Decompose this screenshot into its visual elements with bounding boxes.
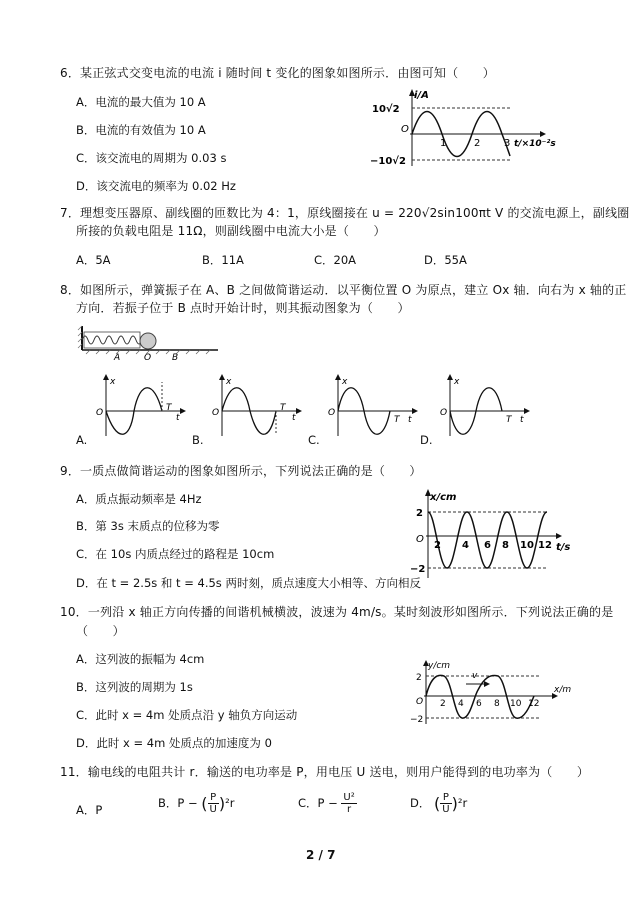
q11-option-c-prefix: C．P −	[298, 796, 338, 810]
q8-b-t: t	[292, 413, 296, 423]
q9-graph-xtick-12: 12	[538, 540, 552, 551]
q10-graph-xlabel: x/m	[554, 685, 572, 695]
q10-option-b: B．这列波的周期为 1s	[76, 680, 193, 694]
q8-a-t: t	[176, 413, 180, 423]
q10-graph-xtick-4: 4	[458, 699, 464, 709]
q8-b-ylabel: x	[226, 377, 232, 387]
q6-current-graph	[370, 86, 570, 170]
q11-option-b: B．P − ( $\frac{P}{U}$ )²r	[158, 792, 235, 815]
q6-graph-ybot: −10√2	[370, 156, 406, 167]
page-number: 2 / 7	[306, 848, 336, 862]
q6-option-b: B．电流的有效值为 10 A	[76, 123, 206, 137]
q8-a-origin: O	[96, 408, 104, 418]
q8-d-origin: O	[440, 408, 448, 418]
q10-graph-v: v	[472, 671, 478, 681]
q11-option-d-fraction	[440, 792, 451, 815]
q11-option-d-suffix: ²r	[457, 796, 468, 810]
q8-d-t: t	[520, 415, 524, 425]
frac-den: U	[442, 804, 450, 815]
q8-line2: 方向．若振子位于 B 点时开始计时，则其振动图象为（ ）	[76, 301, 410, 315]
q6-graph-xtick-1: 1	[440, 138, 447, 149]
q8-d-ylabel: x	[454, 377, 460, 387]
q10-graph-xtick-2: 2	[440, 699, 446, 709]
q9-graph-xtick-10: 10	[520, 540, 534, 551]
q11-option-b-fraction	[208, 792, 219, 815]
q8-option-a: A.	[76, 433, 88, 447]
q9-graph-ylabel: x/cm	[430, 492, 457, 503]
q9-option-b: B．第 3s 末质点的位移为零	[76, 519, 220, 533]
q10-graph-xtick-8: 8	[494, 699, 500, 709]
q8-c-origin: O	[328, 408, 336, 418]
q6-graph-xtick-3: 3	[504, 138, 511, 149]
q6-option-d: D．该交流电的频率为 0.02 Hz	[76, 179, 236, 193]
q9-graph-xtick-4: 4	[462, 540, 469, 551]
q6-graph-ylabel: i/A	[414, 90, 429, 101]
q9-stem: 9．一质点做简谐运动的图象如图所示，下列说法正确的是（ ）	[60, 464, 422, 478]
q8-graph-a	[92, 372, 188, 438]
q9-option-c: C．在 10s 内质点经过的路程是 10cm	[76, 547, 275, 561]
q10-line1: 10．一列沿 x 轴正方向传播的间谐机械横波，波速为 4m/s。某时刻波形如图所示．下列说法正确的是	[60, 605, 614, 619]
q8-spring-oscillator-diagram	[76, 322, 226, 362]
frac-den: r	[347, 804, 352, 815]
q10-graph-xtick-10: 10	[510, 699, 522, 709]
frac-den: U	[209, 804, 217, 815]
frac-num: P	[440, 792, 451, 804]
q11-option-d-prefix: D．	[410, 796, 431, 810]
q10-graph-ylabel: y/cm	[428, 661, 451, 671]
q11-option-d: D． ( $\frac{P}{U}$ )²r	[410, 792, 468, 815]
q11-stem: 11．输电线的电阻共计 r．输送的电功率是 P，用电压 U 送电，则用户能得到的电功率为（ ）	[60, 765, 590, 779]
q10-option-a: A．这列波的振幅为 4cm	[76, 652, 205, 666]
q10-option-c: C．此时 x = 4m 处质点沿 y 轴负方向运动	[76, 708, 298, 722]
q6-graph-xtick-2: 2	[474, 138, 481, 149]
q6-stem: 6．某正弦式交变电流的电流 i 随时间 t 变化的图象如图所示．由图可知（ ）	[60, 66, 495, 80]
q7-line2: 所接的负载电阻是 11Ω，则副线圈中电流大小是（ ）	[76, 224, 386, 238]
q8-d-T: T	[506, 415, 512, 425]
q9-graph-xtick-8: 8	[502, 540, 509, 551]
q9-option-a: A．质点振动频率是 4Hz	[76, 492, 202, 506]
q8-line1: 8．如图所示，弹簧振子在 A、B 之间做简谐运动．以平衡位置 O 为原点，建立 Ox 轴．向右为 x 轴的正	[60, 283, 627, 297]
q6-option-c: C．该交流电的周期为 0.03 s	[76, 151, 227, 165]
q8-a-T: T	[166, 403, 172, 413]
spring-label-a: A	[114, 353, 121, 362]
q8-c-ylabel: x	[342, 377, 348, 387]
spring-label-o: O	[144, 353, 152, 362]
q9-graph-xtick-2: 2	[434, 540, 441, 551]
q10-graph-ybot: −2	[410, 715, 424, 725]
q9-graph-origin: O	[416, 534, 424, 545]
q8-option-b: B.	[192, 433, 204, 447]
q9-option-d: D．在 t = 2.5s 和 t = 4.5s 两时刻，质点速度大小相等、方向相反	[76, 576, 421, 590]
q7-option-d: D．55A	[424, 253, 467, 267]
frac-num: P	[208, 792, 219, 804]
q6-graph-ytop: 10√2	[372, 104, 400, 115]
q9-graph-ytop: 2	[416, 508, 423, 519]
q7-option-c: C．20A	[314, 253, 357, 267]
q6-graph-origin: O	[401, 124, 409, 135]
q8-option-c: C.	[308, 433, 320, 447]
q11-option-b-prefix: B．P −	[158, 796, 198, 810]
q10-wave-graph	[404, 660, 574, 728]
q9-graph-ybot: −2	[410, 564, 426, 575]
q8-graph-d	[436, 372, 532, 438]
q10-graph-xtick-6: 6	[476, 699, 482, 709]
q11-option-c	[298, 792, 357, 815]
q10-option-d: D．此时 x = 4m 处质点的加速度为 0	[76, 736, 272, 750]
q11-option-a: A．P	[76, 803, 103, 817]
q8-option-d: D.	[420, 433, 433, 447]
q7-option-b: B．11A	[202, 253, 244, 267]
q9-graph-xlabel: t/s	[556, 542, 571, 553]
q9-graph-xtick-6: 6	[484, 540, 491, 551]
q6-graph-xlabel: t/×10⁻²s	[514, 139, 556, 149]
q7-option-a: A．5A	[76, 253, 111, 267]
q11-option-b-suffix: ²r	[225, 796, 235, 810]
q8-graph-c	[324, 372, 420, 438]
q9-displacement-graph	[408, 480, 576, 580]
q7-line1: 7．理想变压器原、副线圈的匝数比为 4：1，原线圈接在 u = 220√2sin100πt V 的交流电源上，副线圈	[60, 206, 630, 220]
q6-option-a: A．电流的最大值为 10 A	[76, 95, 206, 109]
q8-a-ylabel: x	[110, 377, 116, 387]
q11-option-c-fraction	[341, 792, 356, 815]
spring-label-b: B	[172, 353, 179, 362]
q10-graph-ytop: 2	[416, 673, 422, 683]
q8-c-T: T	[394, 415, 400, 425]
q10-graph-xtick-12: 12	[528, 699, 540, 709]
q8-b-T: T	[280, 403, 286, 413]
q10-graph-origin: O	[416, 697, 424, 707]
frac-num: U²	[343, 792, 355, 803]
q8-graph-b	[208, 372, 304, 438]
q8-c-t: t	[408, 415, 412, 425]
q10-line2: （ ）	[76, 624, 125, 638]
q8-b-origin: O	[212, 408, 220, 418]
